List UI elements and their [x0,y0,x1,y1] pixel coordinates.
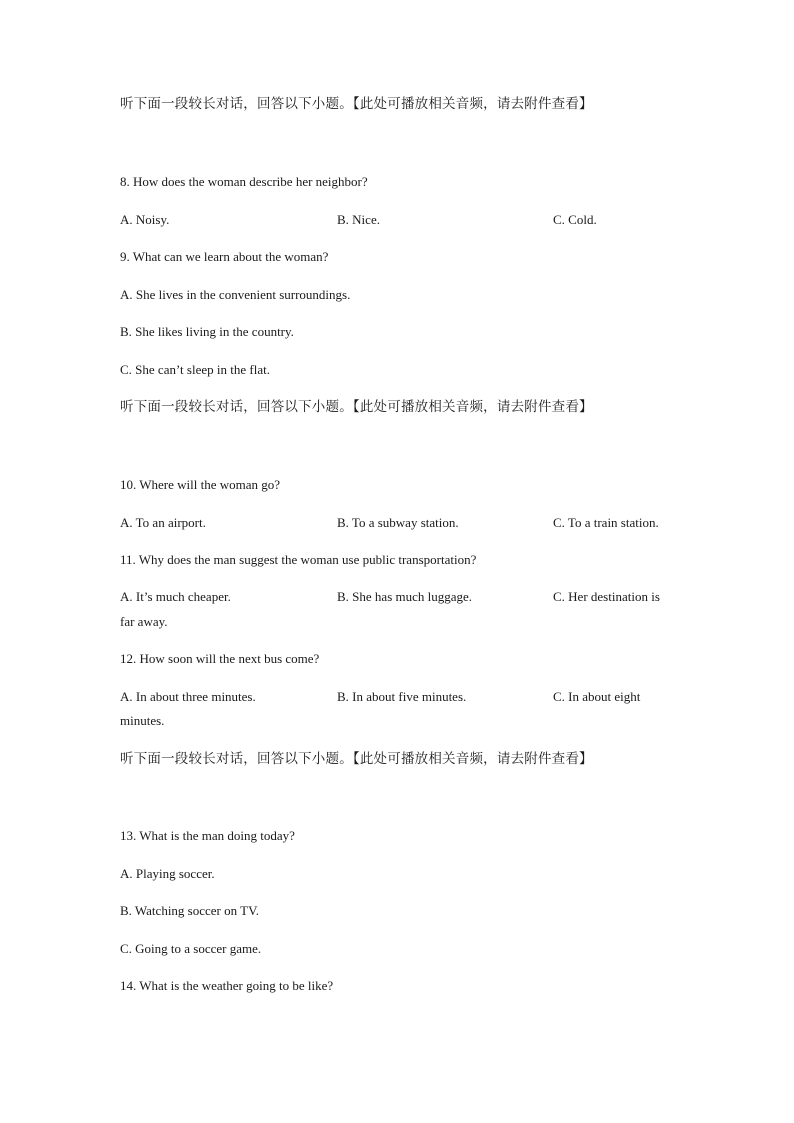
q8-option-a: A. Noisy. [120,212,170,227]
q8-option-b: B. Nice. [337,212,380,227]
listening-instruction: 听下面一段较长对话，回答以下小题。【此处可播放相关音频，请去附件查看】 [120,751,593,767]
listening-instruction: 听下面一段较长对话，回答以下小题。【此处可播放相关音频，请去附件查看】 [120,96,593,112]
q13-option-b: B. Watching soccer on TV. [120,903,260,918]
question-14: 14. What is the weather going to be like? [120,978,334,993]
listening-instruction: 听下面一段较长对话，回答以下小题。【此处可播放相关音频，请去附件查看】 [120,399,593,415]
q9-option-b: B. She likes living in the country. [120,324,294,339]
question-11: 11. Why does the man suggest the woman use public transportation? [120,552,477,567]
question-10: 10. Where will the woman go? [120,477,281,492]
q10-option-c: C. To a train station. [553,515,659,530]
q13-option-a: A. Playing soccer. [120,866,215,881]
q13-option-c: C. Going to a soccer game. [120,941,262,956]
q12-option-b: B. In about five minutes. [337,689,467,704]
question-12: 12. How soon will the next bus come? [120,651,320,666]
q10-option-b: B. To a subway station. [337,515,459,530]
question-13: 13. What is the man doing today? [120,828,295,843]
q12-option-c-continued: minutes. [120,713,165,728]
question-8: 8. How does the woman describe her neighbor? [120,174,368,189]
question-9: 9. What can we learn about the woman? [120,249,329,264]
q11-option-c-continued: far away. [120,614,168,629]
q11-option-c: C. Her destination is [553,589,660,604]
q11-option-a: A. It’s much cheaper. [120,589,231,604]
q8-option-c: C. Cold. [553,212,597,227]
q12-option-c: C. In about eight [553,689,641,704]
q12-option-a: A. In about three minutes. [120,689,256,704]
q11-option-b: B. She has much luggage. [337,589,473,604]
q9-option-a: A. She lives in the convenient surroundings. [120,287,351,302]
q9-option-c: C. She can’t sleep in the flat. [120,362,270,377]
q10-option-a: A. To an airport. [120,515,206,530]
